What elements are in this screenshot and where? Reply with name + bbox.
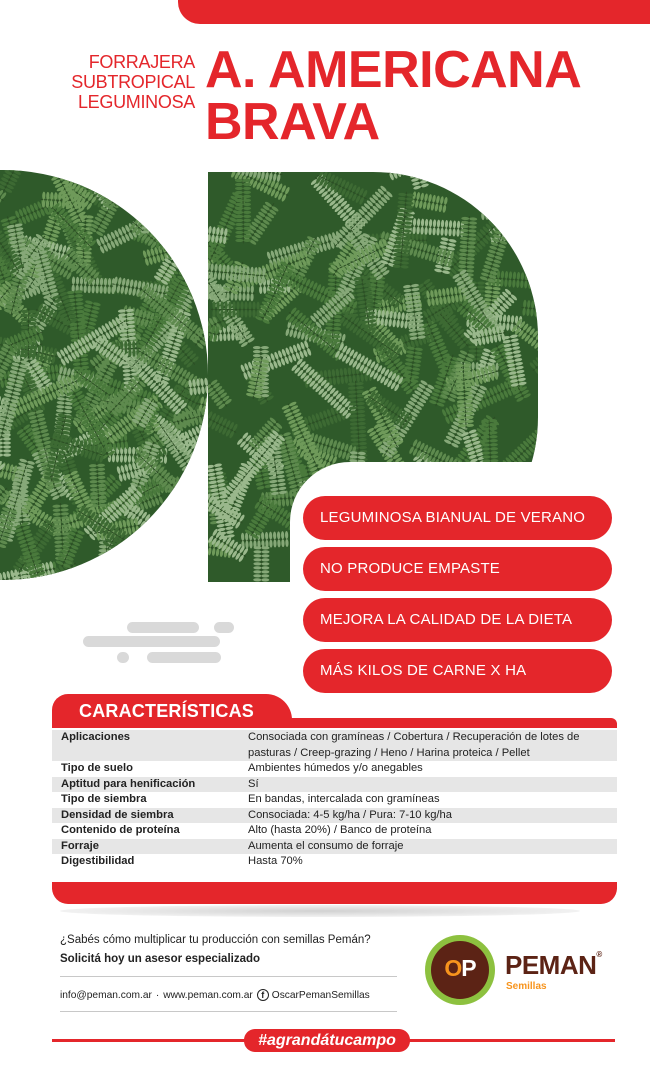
row-value: Sí [248,777,259,790]
category-line: LEGUMINOSA [77,92,195,112]
table-row [52,792,617,808]
top-red-bar [178,0,650,24]
logo-mark-o: O [444,955,462,981]
plant-photo [0,170,208,580]
peman-logo-icon [425,935,495,1005]
table-row [52,761,617,777]
table-row [52,839,617,855]
card-shadow [60,905,580,917]
email-link[interactable]: info@peman.com.ar [60,989,152,1001]
feature-pill: MEJORA LA CALIDAD DE LA DIETA [303,598,612,642]
feature-pill: LEGUMINOSA BIANUAL DE VERANO [303,496,612,540]
trademark: ® [596,950,602,959]
brand-subtitle: Semillas [506,981,547,992]
footer-question: ¿Sabés cómo multiplicar tu producción con semillas Pemán? [60,934,371,946]
separator: · [155,989,160,1001]
characteristics-table [52,730,617,870]
product-title: BRAVA [205,93,380,151]
facebook-link[interactable]: OscarPemanSemillas [271,989,370,1001]
row-label: Tipo de siembra [61,793,147,805]
row-label: Digestibilidad [61,855,135,867]
characteristics-heading: CARACTERÍSTICAS [79,701,255,721]
divider [60,976,397,977]
row-value: En bandas, intercalada con gramíneas [248,793,440,805]
facebook-icon: f [257,989,269,1001]
brand-name [505,950,602,981]
card-tab [52,694,292,728]
characteristics-card [52,694,617,906]
decorative-dash [127,622,199,633]
table-row [52,808,617,824]
contact-line [60,989,370,1001]
table-row [52,730,617,761]
logo-mark-p: P [461,955,476,981]
row-label: Forraje [61,839,99,852]
card-bottom-band [52,882,617,904]
feature-pill: MÁS KILOS DE CARNE X HA [303,649,612,693]
row-value: Consociada: 4-5 kg/ha / Pura: 7-10 kg/ha [248,808,452,821]
product-title: A. AMERICANA [205,41,582,99]
category-line: SUBTROPICAL [71,72,195,92]
row-label: Contenido de proteína [61,824,180,836]
table-row [52,854,617,870]
feature-pill: NO PRODUCE EMPASTE [303,547,612,591]
decorative-dash [117,652,129,663]
table-row [52,823,617,839]
divider [60,1011,397,1012]
footer-cta: Solicitá hoy un asesor especializado [60,953,261,965]
brand-text: PEMAN [505,950,597,980]
row-value: Consociada con gramíneas / Cobertura / Recuperación de lotes de pasturas / Creep-grazing / Heno / Harina proteica / Pellet [248,731,580,759]
row-label: Aplicaciones [61,731,131,743]
row-label: Aptitud para henificación [61,777,196,790]
row-label: Densidad de siembra [61,808,174,821]
row-value: Aumenta el consumo de forraje [248,839,404,852]
row-value: Hasta 70% [248,855,303,867]
decorative-dash [83,636,220,647]
decorative-dash [147,652,221,663]
decorative-dash [214,622,234,633]
row-value: Ambientes húmedos y/o anegables [248,762,423,774]
category-line: FORRAJERA [88,52,195,72]
row-value: Alto (hasta 20%) / Banco de proteína [248,824,432,836]
row-label: Tipo de suelo [61,762,133,774]
hashtag-badge: #agrandátucampo [244,1029,410,1052]
website-link[interactable]: www.peman.com.ar [163,989,253,1001]
table-row [52,777,617,793]
